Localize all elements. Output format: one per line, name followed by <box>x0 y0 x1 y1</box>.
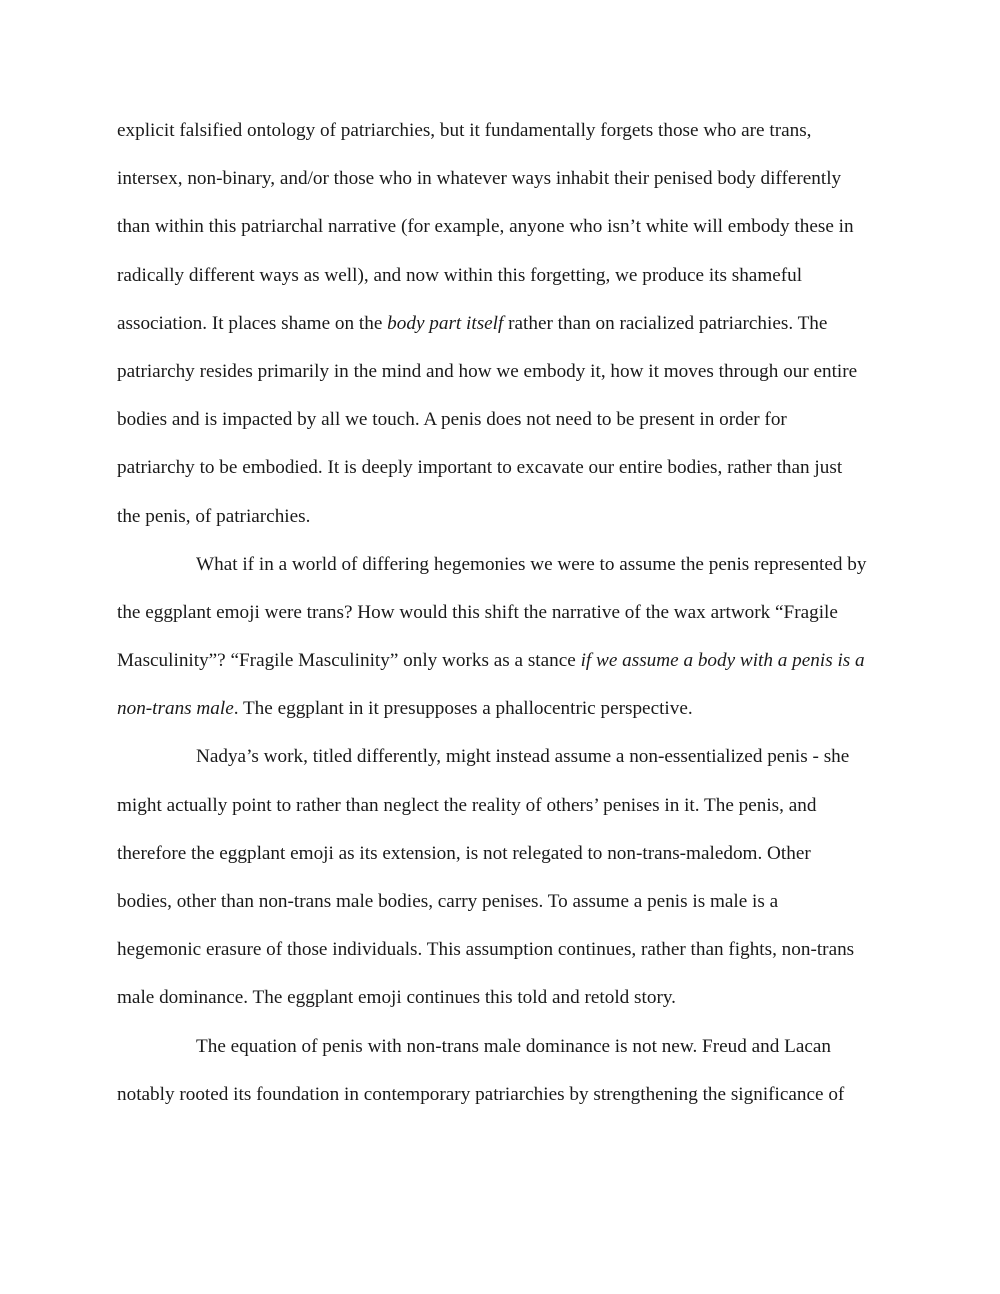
text-segment: might actually point to rather than neglect the reality of others’ penises in it. The penis, and <box>117 794 817 816</box>
text-segment: What if in a world of differing hegemonies we were to assume the penis represented by <box>196 553 867 575</box>
text-segment: the eggplant emoji were trans? How would this shift the narrative of the wax artwork “Fragile <box>117 601 838 623</box>
text-line <box>117 203 892 251</box>
text-segment: the penis, of patriarchies. <box>117 505 311 527</box>
paragraph-first-line <box>117 1023 892 1071</box>
text-segment: intersex, non-binary, and/or those who in whatever ways inhabit their penised body differently <box>117 168 842 190</box>
text-segment: explicit falsified ontology of patriarchies, but it fundamentally forgets those who are trans, <box>117 120 812 141</box>
text-line <box>117 589 892 637</box>
text-line <box>117 155 892 203</box>
text-line <box>117 252 892 300</box>
italic-text: body part itself <box>387 312 504 334</box>
text-line <box>117 107 892 155</box>
text-segment: The equation of penis with non-trans male dominance is not new. Freud and Lacan <box>196 1035 831 1057</box>
text-segment: patriarchy resides primarily in the mind and how we embody it, how it moves through our entire <box>117 360 858 382</box>
italic-text: non-trans male <box>117 698 234 720</box>
italic-text: if we assume a body with a penis is a <box>580 650 865 672</box>
text-line <box>117 974 892 1022</box>
text-line <box>117 1071 892 1119</box>
paragraph-first-line <box>117 733 892 781</box>
paragraph-first-line <box>117 541 892 589</box>
text-line <box>117 348 892 396</box>
text-segment: notably rooted its foundation in contemporary patriarchies by strengthening the significance of <box>117 1083 845 1105</box>
text-line <box>117 637 892 685</box>
text-segment: radically different ways as well), and now within this forgetting, we produce its shameful <box>117 264 803 286</box>
text-segment: . The eggplant in it presupposes a phallocentric perspective. <box>233 698 693 720</box>
body-text <box>117 107 892 1119</box>
text-segment: bodies, other than non-trans male bodies, carry penises. To assume a penis is male is a <box>117 891 779 912</box>
text-line <box>117 782 892 830</box>
text-line <box>117 396 892 444</box>
text-line <box>117 444 892 492</box>
text-segment: bodies and is impacted by all we touch. A penis does not need to be present in order for <box>117 409 787 431</box>
text-line <box>117 878 892 926</box>
text-segment: Masculinity”? “Fragile Masculinity” only works as a stance <box>117 650 581 672</box>
text-segment: patriarchy to be embodied. It is deeply important to excavate our entire bodies, rather than just <box>117 457 843 479</box>
text-segment: therefore the eggplant emoji as its extension, is not relegated to non-trans-maledom. Other <box>117 842 811 864</box>
text-line <box>117 300 892 348</box>
text-segment: hegemonic erasure of those individuals. This assumption continues, rather than fights, non-trans <box>117 939 855 961</box>
text-segment: than within this patriarchal narrative (for example, anyone who isn’t white will embody these in <box>117 216 854 238</box>
text-line <box>117 685 892 733</box>
text-segment: association. It places shame on the <box>117 312 388 334</box>
text-segment: male dominance. The eggplant emoji continues this told and retold story. <box>117 987 676 1009</box>
text-segment: rather than on racialized patriarchies. The <box>503 312 828 334</box>
text-line <box>117 830 892 878</box>
text-segment: Nadya’s work, titled differently, might instead assume a non-essentialized penis - she <box>196 746 850 768</box>
text-line <box>117 926 892 974</box>
text-line <box>117 493 892 541</box>
